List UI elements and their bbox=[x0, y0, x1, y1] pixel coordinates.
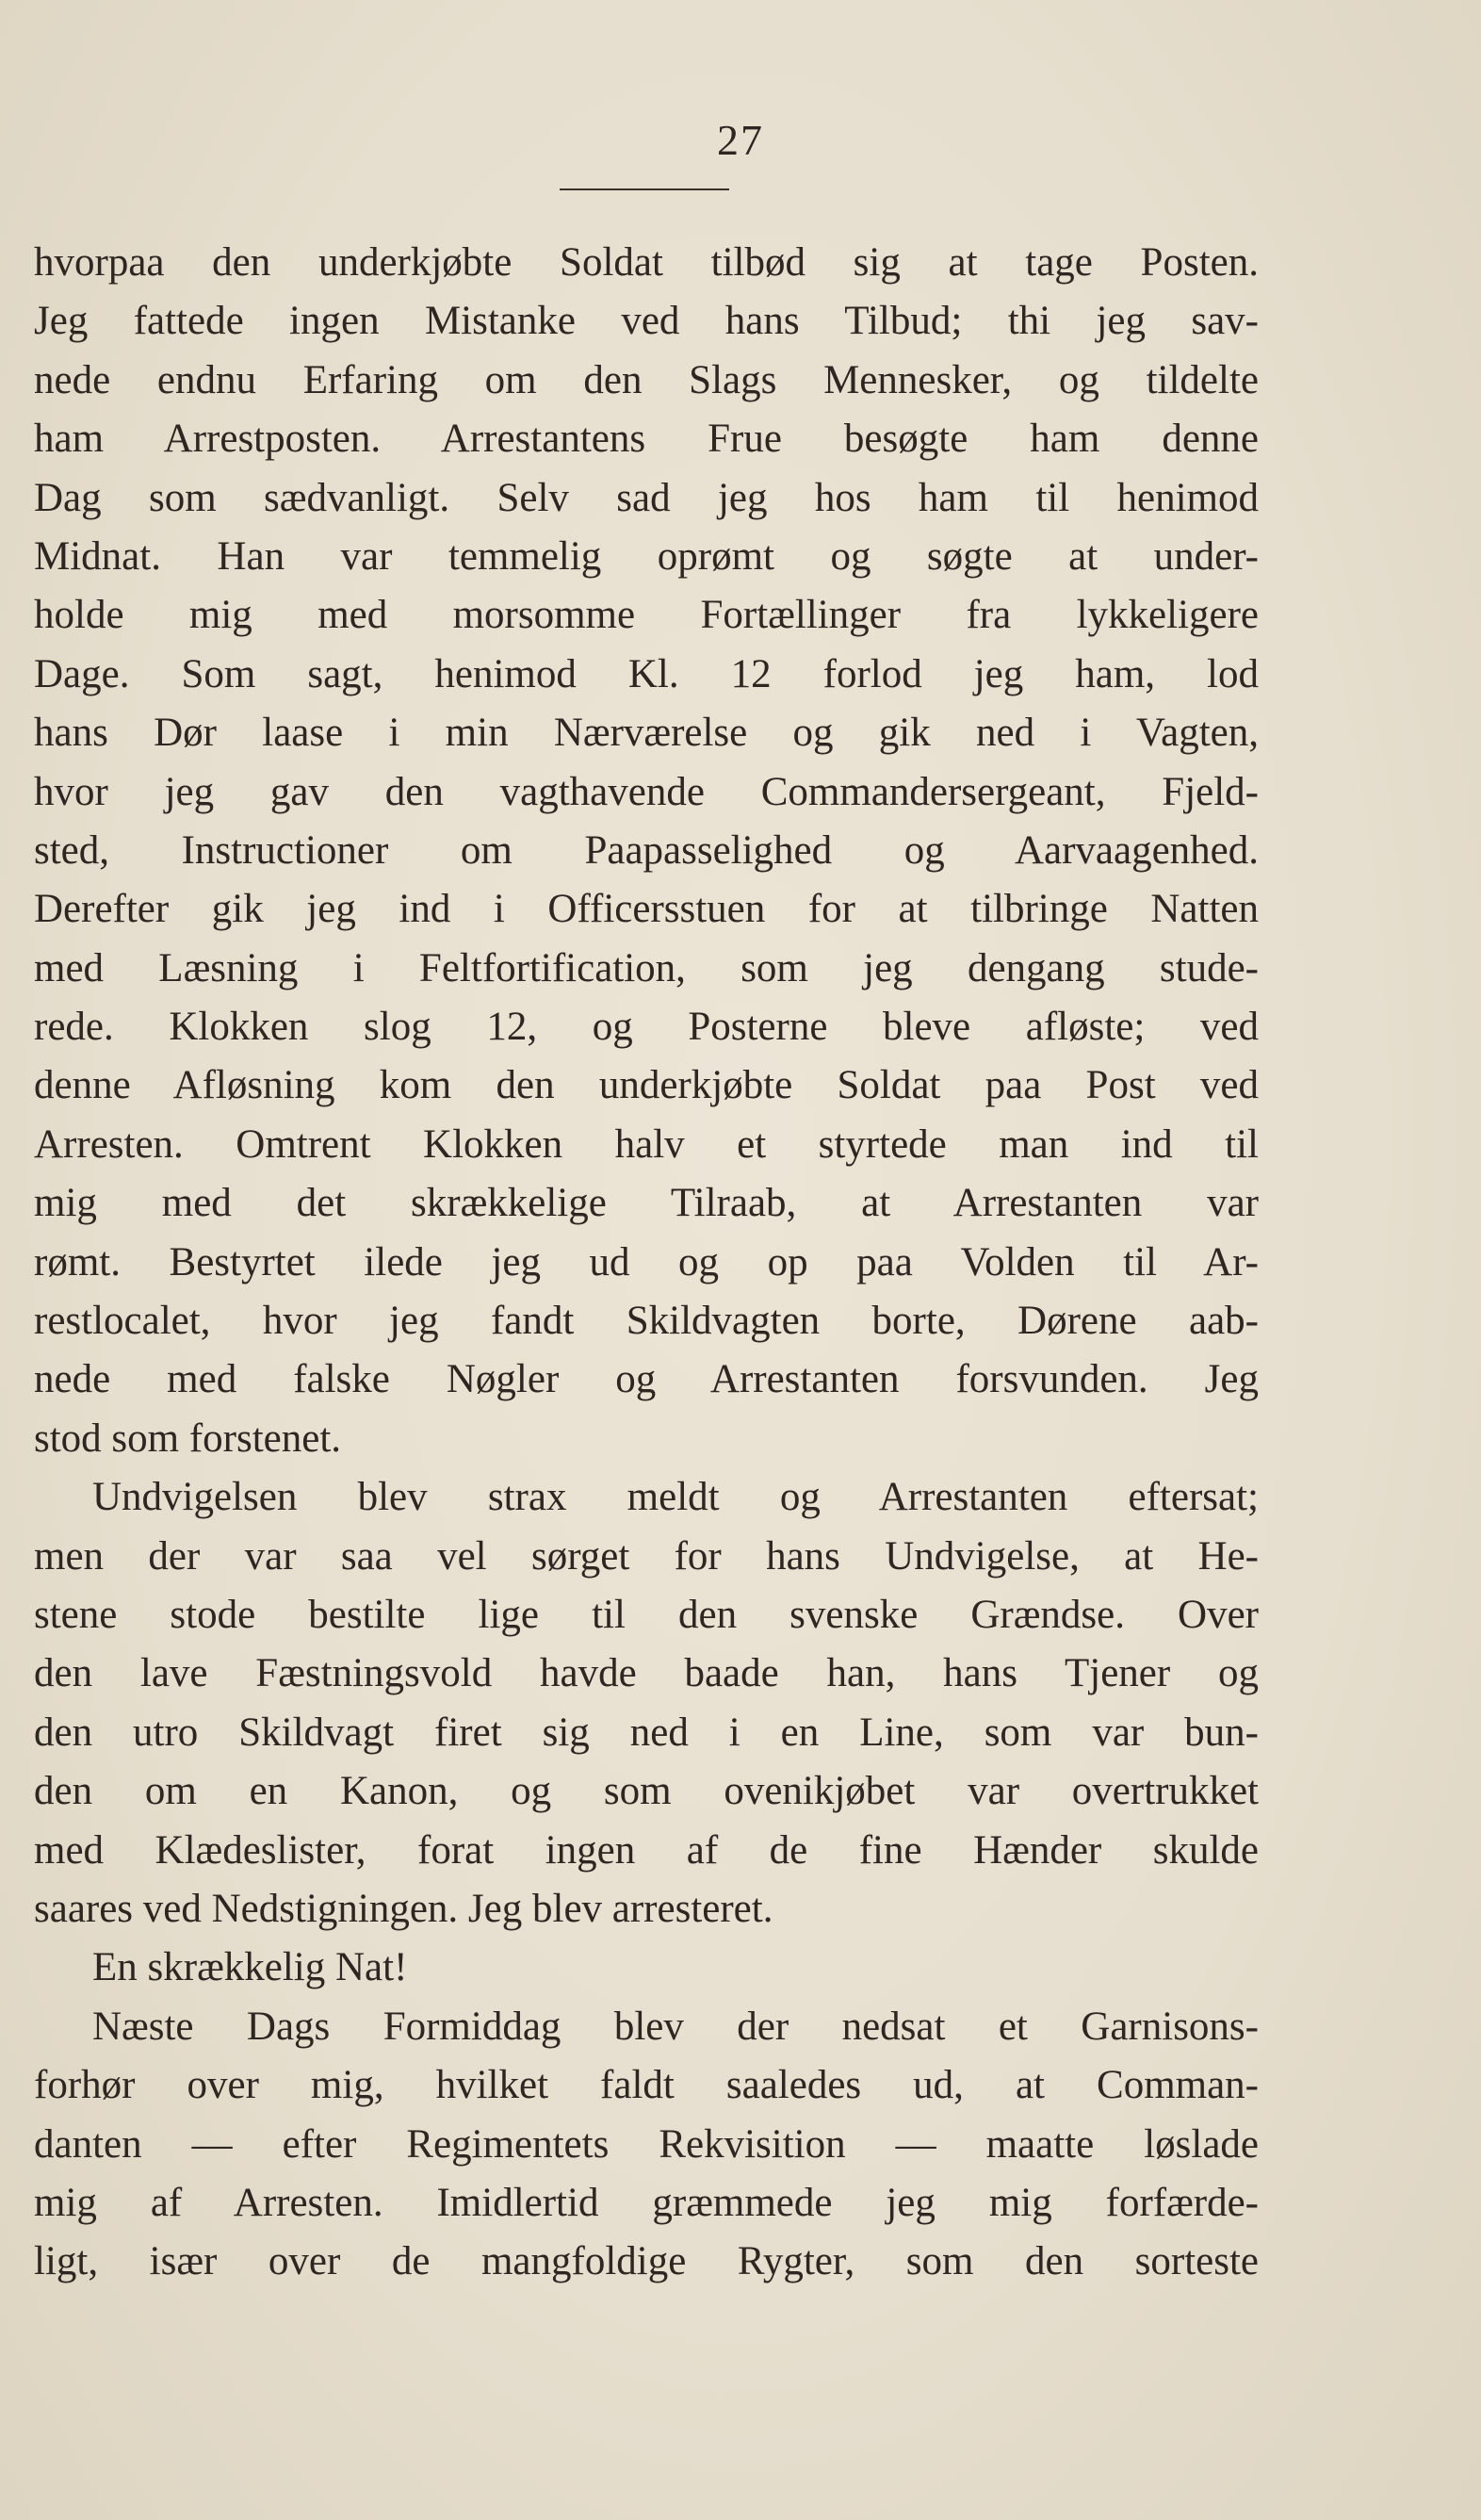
text-line: men der var saa vel sørget for hans Undvigelse, at He- bbox=[34, 1533, 1259, 1579]
text-line: holde mig med morsomme Fortællinger fra lykkeligere bbox=[34, 593, 1259, 638]
text-line: ham Arrestposten. Arrestantens Frue besøgte ham denne bbox=[34, 417, 1259, 462]
text-line: mig med det skrækkelige Tilraab, at Arrestanten var bbox=[34, 1181, 1259, 1226]
text-line: Dag som sædvanligt. Selv sad jeg hos ham til henimod bbox=[34, 475, 1259, 520]
text-line: hvorpaa den underkjøbte Soldat tilbød sig at tage Posten. bbox=[34, 240, 1259, 285]
text-line: rede. Klokken slog 12, og Posterne bleve afløste; ved bbox=[34, 1005, 1259, 1050]
text-line: Jeg fattede ingen Mistanke ved hans Tilbud; thi jeg sav- bbox=[34, 299, 1259, 344]
text-line: saares ved Nedstigningen. Jeg blev arresteret. bbox=[34, 1886, 773, 1931]
text-line: Næste Dags Formiddag blev der nedsat et Garnisons- bbox=[92, 2004, 1259, 2049]
text-line: den utro Skildvagt firet sig ned i en Line, som var bun- bbox=[34, 1710, 1259, 1755]
text-line: Derefter gik jeg ind i Officersstuen for at tilbringe Natten bbox=[34, 887, 1259, 932]
text-line: Dage. Som sagt, henimod Kl. 12 forlod jeg ham, lod bbox=[34, 651, 1259, 696]
text-line: stene stode bestilte lige til den svenske Grændse. Over bbox=[34, 1592, 1259, 1637]
text-line: sted, Instructioner om Paapasselighed og Aarvaagenhed. bbox=[34, 827, 1259, 873]
text-line: mig af Arresten. Imidlertid græmmede jeg mig forfærde- bbox=[34, 2180, 1259, 2225]
text-line: med Klædeslister, forat ingen af de fine Hænder skulde bbox=[34, 1827, 1259, 1873]
text-line: nede endnu Erfaring om den Slags Mennesker, og tildelte bbox=[34, 357, 1259, 402]
text-line: danten — efter Regimentets Rekvisition — maatte løslade bbox=[34, 2121, 1259, 2167]
text-line: Undvigelsen blev strax meldt og Arrestanten eftersat; bbox=[92, 1475, 1259, 1520]
text-line: Arresten. Omtrent Klokken halv et styrtede man ind til bbox=[34, 1121, 1259, 1167]
body-text bbox=[34, 234, 1259, 2292]
text-line: Midnat. Han var temmelig oprømt og søgte at under- bbox=[34, 533, 1259, 579]
text-line: denne Afløsning kom den underkjøbte Soldat paa Post ved bbox=[34, 1063, 1259, 1108]
text-line: ligt, især over de mangfoldige Rygter, som den sorteste bbox=[34, 2239, 1259, 2284]
page-number: 27 bbox=[717, 116, 764, 164]
text-line: restlocalet, hvor jeg fandt Skildvagten borte, Dørene aab- bbox=[34, 1299, 1259, 1344]
text-line: hans Dør laase i min Nærværelse og gik ned i Vagten, bbox=[34, 711, 1259, 756]
text-line: hvor jeg gav den vagthavende Commandersergeant, Fjeld- bbox=[34, 769, 1259, 814]
text-line: stod som forstenet. bbox=[34, 1415, 342, 1461]
text-line: En skrækkelig Nat! bbox=[92, 1945, 408, 1990]
text-line: med Læsning i Feltfortification, som jeg dengang stude- bbox=[34, 945, 1259, 990]
text-line: den lave Fæstningsvold havde baade han, hans Tjener og bbox=[34, 1651, 1259, 1696]
text-line: forhør over mig, hvilket faldt saaledes ud, at Comman- bbox=[34, 2063, 1259, 2108]
text-line: rømt. Bestyrtet ilede jeg ud og op paa Volden til Ar- bbox=[34, 1239, 1259, 1285]
text-line: den om en Kanon, og som ovenikjøbet var overtrukket bbox=[34, 1769, 1259, 1814]
text-line: nede med falske Nøgler og Arrestanten forsvunden. Jeg bbox=[34, 1357, 1259, 1402]
page-number-rule bbox=[560, 188, 729, 190]
